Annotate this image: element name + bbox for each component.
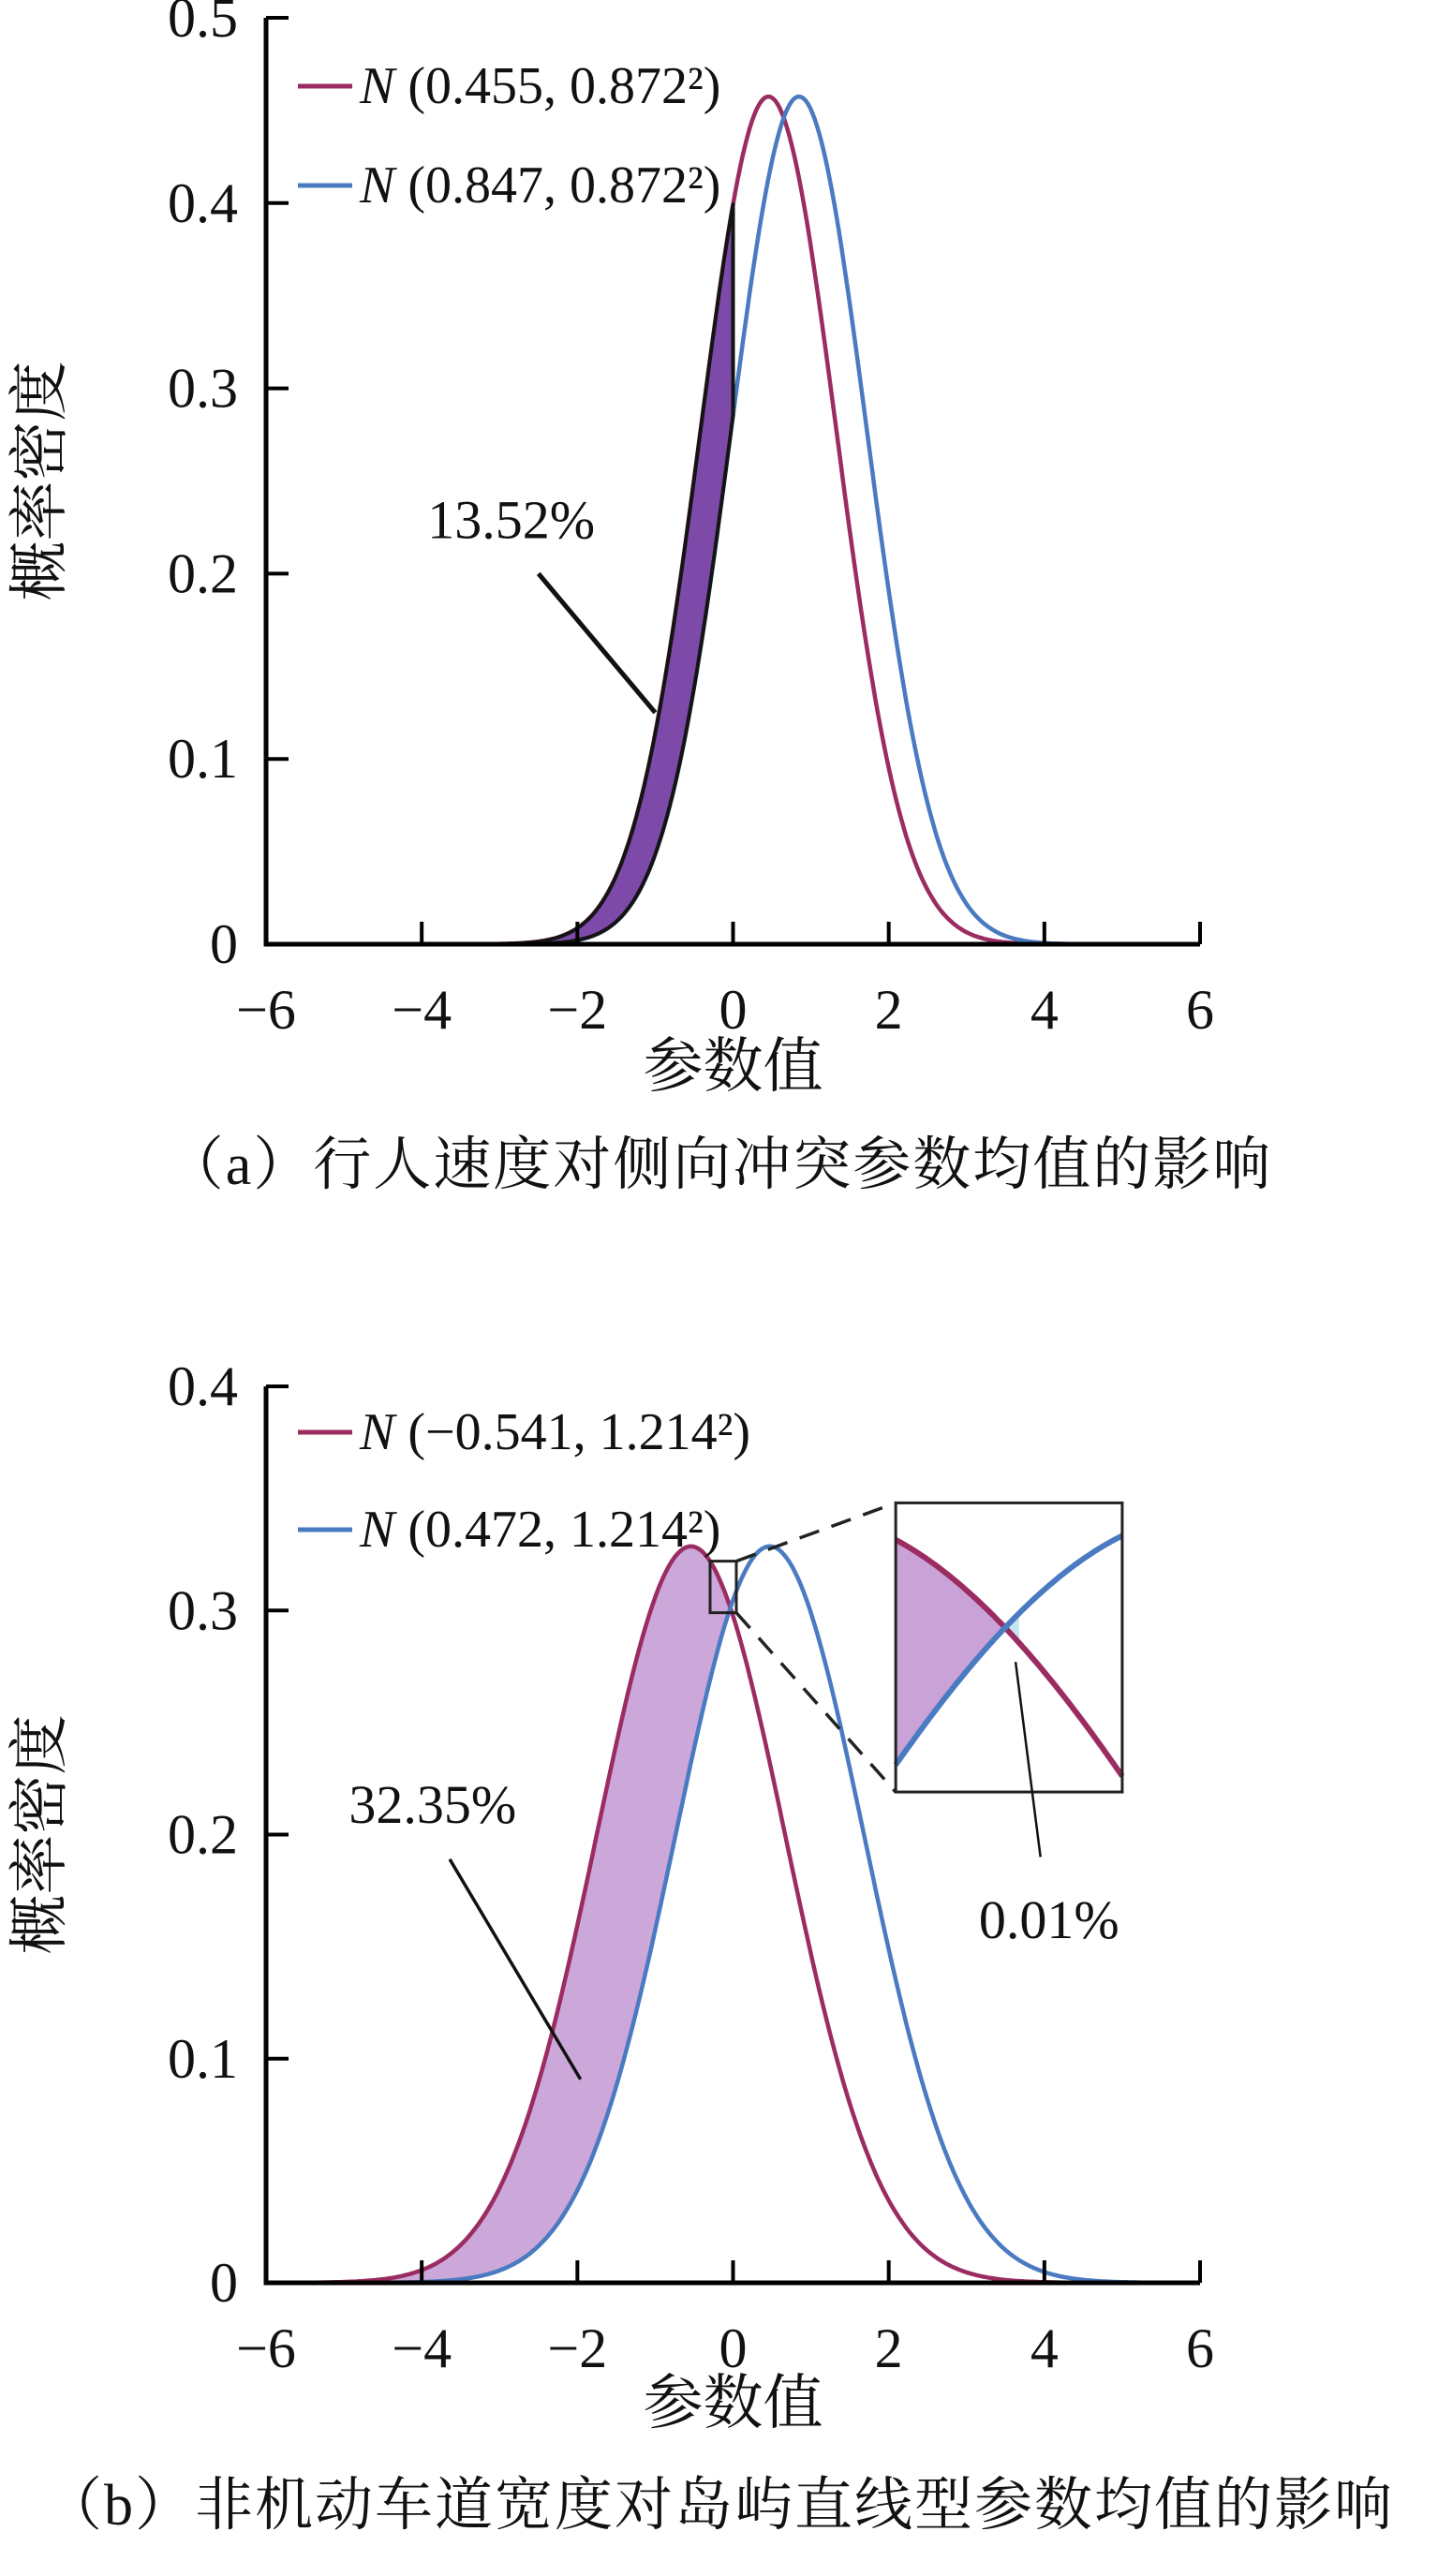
x-tick-label: 2 bbox=[874, 979, 903, 1041]
y-tick-label: 0 bbox=[210, 2252, 238, 2314]
y-tick-label: 0.3 bbox=[168, 1579, 238, 1642]
x-tick-label: −4 bbox=[392, 979, 452, 1041]
overlap-shaded-region bbox=[266, 1547, 731, 2283]
x-tick-label: −4 bbox=[392, 2317, 452, 2379]
x-tick-label: 4 bbox=[1030, 2317, 1059, 2379]
annotation-leader-0 bbox=[539, 573, 656, 712]
y-tick-label: 0.2 bbox=[168, 542, 238, 605]
legend-label-0: N (−0.541, 1.214²) bbox=[360, 1403, 751, 1461]
annotation-label-1: 0.01% bbox=[978, 1888, 1119, 1950]
caption-b: （b）非机动车道宽度对岛屿直线型参数均值的影响 bbox=[43, 2474, 1394, 2538]
annotation-label-0: 13.52% bbox=[427, 489, 596, 551]
overlap-shaded-region bbox=[266, 204, 734, 944]
y-tick-label: 0.1 bbox=[168, 728, 238, 791]
chart-a bbox=[0, 0, 1438, 1110]
x-tick-label: 4 bbox=[1030, 979, 1059, 1041]
y-tick-label: 0.4 bbox=[168, 1355, 238, 1417]
y-tick-label: 0.4 bbox=[168, 171, 238, 234]
x-tick-label: −6 bbox=[236, 979, 296, 1041]
y-tick-label: 0.3 bbox=[168, 357, 238, 420]
x-tick-label: −6 bbox=[236, 2317, 296, 2379]
legend-label-1: N (0.472, 1.214²) bbox=[360, 1501, 721, 1559]
chart-b bbox=[0, 1218, 1438, 2435]
y-tick-label: 0 bbox=[210, 913, 238, 975]
caption-a: （a）行人速度对侧向冲突参数均值的影响 bbox=[165, 1133, 1273, 1197]
legend-label-1: N (0.847, 0.872²) bbox=[360, 156, 721, 215]
x-tick-label: 2 bbox=[874, 2317, 903, 2379]
annotation-label-0: 32.35% bbox=[348, 1773, 517, 1835]
x-axis-title: 参数值 bbox=[643, 2370, 823, 2435]
x-tick-label: 0 bbox=[719, 2317, 748, 2379]
x-tick-label: −2 bbox=[547, 979, 608, 1041]
annotation-leader-0 bbox=[450, 1859, 581, 2080]
y-tick-label: 0.1 bbox=[168, 2027, 238, 2090]
legend-label-0: N (0.455, 0.872²) bbox=[360, 57, 721, 115]
y-axis-title: 概率密度 bbox=[7, 1714, 73, 1955]
x-tick-label: 0 bbox=[719, 979, 748, 1041]
y-axis-title: 概率密度 bbox=[7, 361, 73, 601]
x-tick-label: −2 bbox=[547, 2317, 608, 2379]
y-tick-label: 0.2 bbox=[168, 1803, 238, 1866]
x-tick-label: 6 bbox=[1186, 979, 1214, 1041]
x-tick-label: 6 bbox=[1186, 2317, 1214, 2379]
inset-connector-bottom bbox=[736, 1613, 896, 1792]
x-axis-title: 参数值 bbox=[643, 1033, 823, 1100]
y-tick-label: 0.5 bbox=[168, 0, 238, 49]
